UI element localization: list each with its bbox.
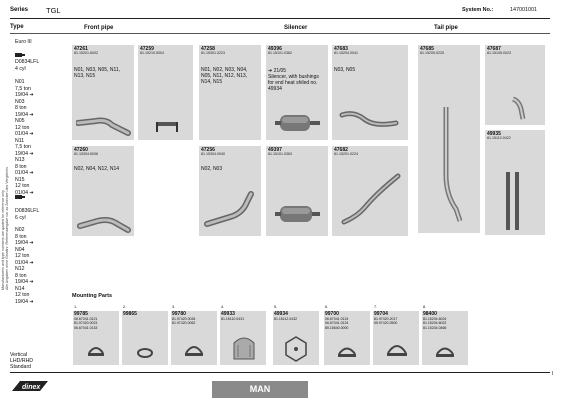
mounting-card[interactable] (219, 305, 267, 365)
series-value: TGL (46, 6, 61, 15)
part-card[interactable] (199, 146, 261, 236)
part-card[interactable] (72, 146, 134, 236)
type-column (10, 24, 66, 374)
end-cap-icon (283, 335, 309, 363)
silencer-illustration (274, 111, 322, 135)
part-desc: N01, N03, N05, N11, N13, N15 (74, 67, 121, 79)
mounting-card[interactable] (372, 305, 420, 365)
gasket-icon (136, 345, 154, 361)
dinex-logo (10, 379, 50, 393)
part-card[interactable] (138, 45, 193, 140)
section-silencer: Silencer (284, 25, 308, 31)
part-card[interactable] (418, 45, 480, 233)
clamp-icon (87, 345, 105, 361)
system-number-label: System No.: (462, 7, 494, 13)
mounting-card[interactable] (72, 305, 120, 365)
part-card[interactable] (266, 45, 328, 140)
elbow-illustration (509, 95, 529, 121)
engine-icon (15, 194, 25, 200)
heat-shield-icon (230, 333, 258, 363)
part-card[interactable] (332, 45, 408, 140)
part-ref: 81.15205.0225 (420, 51, 444, 55)
type-engine-2: D0836LFL 6 cyl (15, 208, 40, 221)
mounting-index: 5. (274, 305, 278, 309)
part-desc: N02, N03 (201, 166, 223, 172)
mounting-index: 4. (221, 305, 225, 309)
mounting-card[interactable] (121, 305, 169, 365)
mounting-orientation: Vertical LHD/RHD Standard (10, 352, 34, 371)
bracket-illustration (154, 119, 180, 133)
mounting-ref: 06.67041.0121 81.97420.0023 06.67041.0133 (74, 317, 98, 330)
part-code: 47256 (201, 147, 215, 153)
part-desc: N01, N02, N03, N04, N05, N11, N12, N13, N14, N15 (201, 67, 248, 85)
mounting-index: 2. (123, 305, 127, 309)
part-ref: 81.15105.0023 (487, 51, 511, 55)
part-code: 47261 (74, 46, 88, 52)
type-euro: Euro III (15, 39, 32, 45)
page-header (10, 7, 550, 17)
side-disclaimer-line1: Manufacturers and type numbers are quoted for reference only (1, 190, 5, 290)
part-code: 49396 (268, 46, 282, 52)
system-number-value: 147001001 (510, 7, 537, 13)
mounting-ref: 81.15110.0431 (221, 317, 245, 321)
mounting-card[interactable] (272, 305, 320, 365)
pipe-illustration (203, 190, 259, 232)
silencer-illustration (274, 202, 322, 228)
mounting-code: 99785 (74, 311, 88, 317)
part-code: 49397 (268, 147, 282, 153)
part-ref: 81.15301.0223 (201, 51, 225, 55)
pipe-illustration (503, 170, 523, 232)
part-desc: ➔ 21/05 Silencer, with bushings for end heat shiled no. 49934 (268, 68, 319, 92)
pipe-illustration (76, 107, 132, 137)
part-card[interactable] (199, 45, 261, 140)
part-ref: 81.15304.0040 (201, 152, 225, 156)
mounting-index: 3. (172, 305, 176, 309)
type-column-title: Type (10, 24, 24, 30)
section-front-pipe: Front pipe (84, 25, 114, 31)
mounting-ref: 81.97420.2017 55.97420.0500 (374, 317, 398, 326)
part-desc: N03, N05 (334, 67, 356, 73)
part-ref: 81.15210.5004 (140, 51, 164, 55)
part-code: 47685 (420, 46, 434, 52)
part-ref: 81.15101.0362 (268, 51, 292, 55)
mounting-index: 6. (325, 305, 329, 309)
footer-rule (10, 372, 550, 373)
section-tail-pipe: Tail pipe (434, 25, 458, 31)
page-mark: I (552, 371, 554, 377)
part-code: 49935 (487, 131, 501, 137)
part-code: 47687 (487, 46, 501, 52)
part-code: 47259 (140, 46, 154, 52)
type-variants-2: N02 8 ton 19/04 ➔ N04 12 ton 01/04 ➔ N12 8 ton 19/04 ➔ N14 12 ton 19/04 ➔ (15, 227, 34, 305)
clamp-icon (385, 341, 409, 361)
clamp-icon (336, 345, 358, 361)
mounting-code: 99704 (374, 311, 388, 317)
tail-pipe-illustration (438, 105, 468, 225)
svg-text:dinex: dinex (22, 384, 41, 391)
mounting-code: 49933 (221, 311, 235, 317)
mounting-index: 8. (423, 305, 427, 309)
section-rule (10, 33, 550, 34)
mounting-ref: 81.97420.0026 81.97420.0062 (172, 317, 196, 326)
part-card[interactable] (332, 146, 408, 236)
type-variants-1: N01 7,5 ton 19/04 ➔ N03 8 ton 19/04 ➔ N05 12 ton 01/04 ➔ N11 7,5 ton 19/04 ➔ N13 8 ton 01/04 ➔ N15 12 ton 01/04 ➔ (15, 79, 34, 196)
pipe-illustration (338, 101, 402, 131)
pipe-illustration (76, 206, 132, 234)
side-disclaimer (1, 40, 7, 300)
part-ref: 81.15204.0041 (334, 51, 358, 55)
part-ref: 81.15304.6006 (74, 152, 98, 156)
clamp-icon (183, 343, 205, 361)
side-disclaimer-line2: Alle Angaben ohne Gewähr, Referenzangabe nur zu Zwecken des Vergleichs (5, 167, 9, 290)
mounting-ref: 81.15204.6024 81.15204.6022 81.15204.0466 (423, 317, 447, 330)
mounting-code: 98400 (423, 311, 437, 317)
part-code: 47682 (334, 147, 348, 153)
mounting-index: 1. (74, 305, 78, 309)
mounting-index: 7. (374, 305, 378, 309)
brand-box (212, 381, 308, 398)
part-ref: 81.15110.0422 (487, 136, 511, 140)
part-card[interactable] (485, 130, 545, 235)
mounting-parts-title: Mounting Parts (72, 293, 113, 299)
type-engine-1: D0834LFL 4 cyl (15, 59, 40, 72)
part-code: 47258 (201, 46, 215, 52)
part-desc: N02, N04, N12, N14 (74, 166, 120, 172)
engine-icon (15, 52, 25, 58)
mounting-ref: 06.67041.0124 06.67041.0124 85.15640.0000 (325, 317, 349, 330)
pipe-illustration (338, 166, 404, 230)
mounting-code: 99780 (172, 311, 186, 317)
part-ref: 81.15201.6002 (74, 51, 98, 55)
mounting-card[interactable] (323, 305, 371, 365)
mounting-card[interactable] (170, 305, 218, 365)
part-card[interactable] (266, 146, 328, 236)
part-card[interactable] (72, 45, 134, 140)
part-code: 47683 (334, 46, 348, 52)
series-label: Series (10, 7, 29, 13)
brand-name: MAN (249, 384, 271, 394)
mounting-code: 99700 (325, 311, 339, 317)
mounting-ref: 81.15112.0432 (274, 317, 298, 321)
mounting-code: 99865 (123, 311, 137, 317)
header-rule (10, 18, 550, 19)
mounting-card[interactable] (421, 305, 469, 365)
clamp-icon (434, 345, 456, 361)
part-card[interactable] (485, 45, 545, 125)
part-code: 47260 (74, 147, 88, 153)
part-ref: 81.15101.0363 (268, 152, 292, 156)
mounting-code: 49934 (274, 311, 288, 317)
part-ref: 81.15201.0224 (334, 152, 358, 156)
